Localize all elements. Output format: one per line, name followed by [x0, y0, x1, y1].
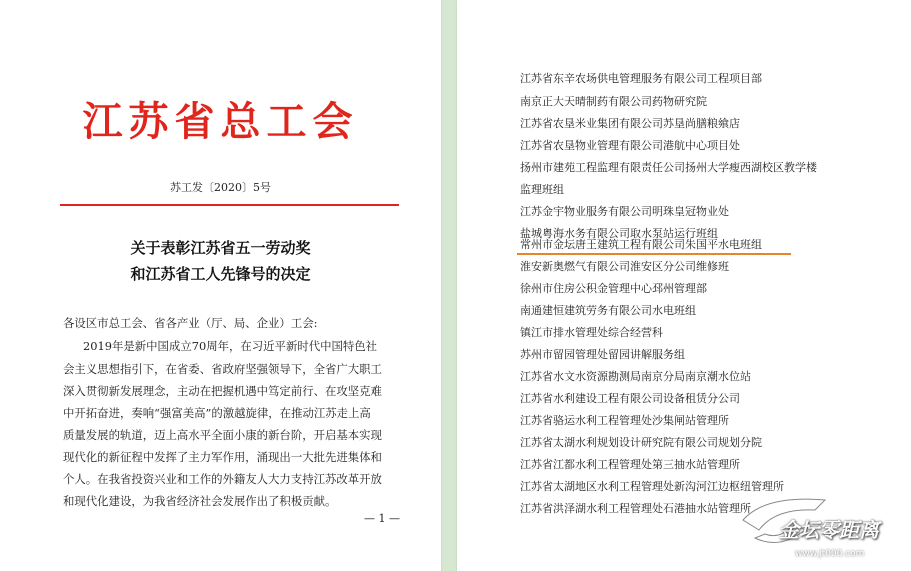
- list-item: 江苏省农垦物业管理有限公司港航中心项目处: [520, 139, 740, 152]
- body-line: 会主义思想指引下，在省委、省政府坚强领导下，全省广大职工: [63, 362, 382, 376]
- body-line: 中开拓奋进，奏响“强富美高”的激越旋律，在推动江苏走上高: [63, 406, 371, 420]
- list-item: 江苏省水文水资源勘测局南京分局南京潮水位站: [520, 370, 751, 383]
- body-line: 2019年是新中国成立70周年，在习近平新时代中国特色社: [83, 339, 378, 353]
- decision-heading-line-1: 关于表彰江苏省五一劳动奖: [130, 239, 311, 257]
- list-item: 江苏省东辛农场供电管理服务有限公司工程项目部: [520, 72, 762, 85]
- list-item: 南通建恒建筑劳务有限公司水电班组: [520, 304, 696, 317]
- list-item: 盐城粤海水务有限公司取水泵站运行班组: [520, 227, 718, 240]
- body-line: 深入贯彻新发展理念，主动在把握机遇中笃定前行、在攻坚克难: [63, 384, 382, 398]
- list-item: 江苏省太湖水利规划设计研究院有限公司规划分院: [520, 436, 762, 449]
- body-line: 和现代化建设，为我省经济社会发展作出了积极贡献。: [63, 494, 337, 508]
- list-item: 苏州市留园管理处留园讲解服务组: [520, 348, 685, 361]
- list-item: 监理班组: [520, 183, 564, 196]
- list-item: 江苏金宇物业服务有限公司明珠皇冠物业处: [520, 205, 729, 218]
- page-number: — 1 —: [364, 512, 400, 525]
- list-item: 徐州市住房公积金管理中心邳州管理部: [520, 282, 707, 295]
- watermark-url: www.jt000.com: [795, 549, 865, 559]
- list-item: 扬州市建苑工程监理有限责任公司扬州大学瘦西湖校区教学楼: [520, 161, 817, 174]
- list-item: 江苏省水利建设工程有限公司设备租赁分公司: [520, 392, 740, 405]
- doc-number: 苏工发〔2020〕5号: [170, 181, 271, 194]
- list-item: 江苏省江都水利工程管理处第三抽水站管理所: [520, 458, 740, 471]
- list-item: 镇江市排水管理处综合经营科: [520, 326, 663, 339]
- list-item: 淮安新奥燃气有限公司淮安区分公司维修班: [520, 260, 729, 273]
- list-item: 江苏省洪泽湖水利工程管理处石港抽水站管理所: [520, 502, 751, 515]
- list-item: 江苏省骆运水利工程管理处沙集闸站管理所: [520, 414, 729, 427]
- watermark-brand: 金坛零距离: [779, 518, 879, 542]
- list-item: 江苏省太湖地区水利工程管理处新沟河江边枢纽管理所: [520, 480, 784, 493]
- body-line: 质量发展的轨道，迈上高水平全面小康的新台阶，开启基本实现: [63, 428, 382, 442]
- highlight-underline: [517, 253, 791, 255]
- body-line: 个人。在我省投资兴业和工作的外籍友人大力支持江苏改革开放: [63, 472, 382, 486]
- list-item: 南京正大天晴制药有限公司药物研究院: [520, 95, 707, 108]
- red-divider: [60, 204, 399, 206]
- org-title: 江苏省总工会: [82, 98, 359, 145]
- list-item-highlighted: 常州市金坛唐王建筑工程有限公司朱国平水电班组: [520, 238, 762, 251]
- body-line: 各设区市总工会、省各产业（厅、局、企业）工会:: [63, 316, 318, 330]
- decision-heading-line-2: 和江苏省工人先锋号的决定: [130, 265, 311, 283]
- list-item: 江苏省农垦米业集团有限公司苏垦尚膳粮飨店: [520, 117, 740, 130]
- body-line: 现代化的新征程中发挥了主力军作用，涌现出一大批先进集体和: [63, 450, 382, 464]
